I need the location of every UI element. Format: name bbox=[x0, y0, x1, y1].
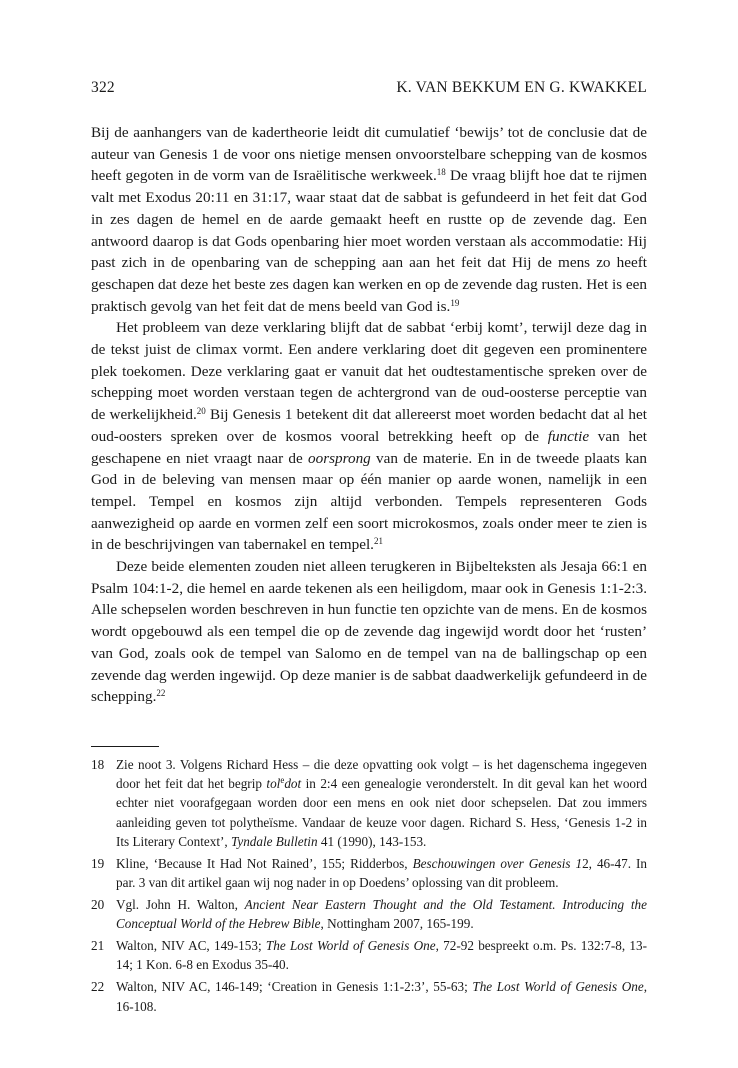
footnote-20 bbox=[91, 895, 647, 933]
footnote-number: 22 bbox=[91, 979, 105, 995]
paragraph-3: Deze beide elementen zouden niet alleen terugkeren in Bijbelteksten als Jesaja 66:1 en Psalm 104:1-2, die hemel en aarde tekenen als een heiligdom, maar ook in Genesis 1:1-2:3. Alle schepselen worden beschreven in hun functie ten opzichte van de mens. En de kosmos wordt opgebouwd als een tempel die op de zevende dag ingewijd wordt door het ‘rusten’ van God, zoals ook de tempel van Salomo en de tempel van na de ballingschap op een zevende dag werden ingewijd. Op deze manier is de sabbat daadwerkelijk gefundeerd in de schepping.$^{22}$ bbox=[91, 558, 647, 706]
footnote-ref-20[interactable]: 20 bbox=[196, 406, 206, 417]
paragraph-1: Bij de aanhangers van de kadertheorie leidt dit cumulatief ‘bewijs’ tot de conclusie dat de auteur van Genesis 1 de voor ons nietige mensen onvoorstelbare schepping van de kosmos heeft gegoten in de vorm van de Israëlitische werkweek.$^{18}$ De vraag blijft hoe dat te rijmen valt met Exodus 20:11 en 31:17, waar staat dat de sabbat is gefundeerd in het feit dat God in zes dagen de hemel en de aarde gemaakt heeft en rustte op de zevende dag. Een antwoord daarop is dat Gods openbaring hier moet worden verstaan als accommodatie: Hij past zich in de openbaring van de schepping aan aan het feit dat Hij de mens zo heeft geschapen dat deze het beste zes dagen kan werken en op de zevende dag rusten. Het is een praktisch gevolg van het feit dat de mens beeld van God is.$^{19}$ bbox=[91, 124, 647, 315]
footnote-ref-21[interactable]: 21 bbox=[373, 536, 383, 547]
footnote-19 bbox=[91, 854, 647, 892]
main-text bbox=[91, 122, 647, 708]
paragraph-2: Het probleem van deze verklaring blijft dat de sabbat ‘erbij komt’, terwijl deze dag in de tekst juist de climax vormt. Een andere verklaring doet dit gegeven een prominentere plek toekomen. Deze verklaring gaat er vanuit dat het oudtestamentische spreken over de schepping moet worden verstaan tegen de achtergrond van de oud-oosterse perceptie van de werkelijkheid.$^{20}$ Bij Genesis 1 betekent dit dat allereerst moet worden bedacht dat al het oud-oosters spreken over de kosmos vooral betrekking heeft op de functie van het geschapene en niet vraagt naar de oorsprong van de materie. En in de tweede plaats kan God in de beleving van mensen maar op één manier op aarde wonen, namelijk in een tempel. Tempel en kosmos zijn altijd verbonden. Tempels representeren Gods aanwezigheid op aarde en vormen zelf een soort microkosmos, zoals onder meer te zien is in de beschrijvingen van tabernakel en tempel.$^{21}$ bbox=[91, 319, 647, 554]
page-number: 322 bbox=[91, 79, 115, 96]
footnote-ref-18[interactable]: 18 bbox=[436, 167, 446, 178]
footnote-text: Walton, NIV AC, 146-149; ‘Creation in Genesis 1:1-2:3’, 55-63; The Lost World of Genesis One, 16-108. bbox=[116, 979, 647, 1014]
footnotes bbox=[91, 755, 647, 1019]
footnote-ref-19[interactable]: 19 bbox=[450, 297, 460, 308]
running-header bbox=[91, 78, 647, 98]
footnote-text: Vgl. John H. Walton, Ancient Near Eastern Thought and the Old Testament. Introducing the Conceptual World of the Hebrew Bible, Nottingham 2007, 165-199. bbox=[116, 897, 647, 932]
footnote-number: 20 bbox=[91, 897, 105, 913]
footnote-18 bbox=[91, 755, 647, 851]
footnote-text: Walton, NIV AC, 149-153; The Lost World of Genesis One, 72-92 bespreekt o.m. Ps. 132:7-8, 13-14; 1 Kon. 6-8 en Exodus 35-40. bbox=[116, 938, 647, 973]
footnote-text: Zie noot 3. Volgens Richard Hess – die deze opvatting ook volgt – is het dagenschema ingegeven door het feit dat het begrip tol$^e$dot in 2:4 een genealogie veronderstelt. In dit geval kan het woord echter niet voorafgegaan worden door een mens en ook niet door schepselen. Dat zou immers aanleiding geven tot polytheïsme. Vandaar de keuze voor dagen. Richard S. Hess, ‘Genesis 1-2 in Its Literary Context’, Tyndale Bulletin 41 (1990), 143-153. bbox=[116, 757, 647, 849]
footnote-21 bbox=[91, 936, 647, 974]
footnote-text: Kline, ‘Because It Had Not Rained’, 155; Ridderbos, Beschouwingen over Genesis 12, 46-47. In par. 3 van dit artikel gaan wij nog nader in op Doedens’ oplossing van dit probleem. bbox=[116, 855, 647, 891]
footnote-ref-22[interactable]: 22 bbox=[156, 688, 166, 699]
footnote-divider bbox=[91, 746, 159, 747]
footnote-number: 18 bbox=[91, 757, 105, 772]
footnote-number: 21 bbox=[91, 938, 105, 954]
footnote-22 bbox=[91, 977, 647, 1015]
running-head: K. VAN BEKKUM EN G. KWAKKEL bbox=[396, 79, 647, 96]
footnote-number: 19 bbox=[91, 855, 105, 871]
